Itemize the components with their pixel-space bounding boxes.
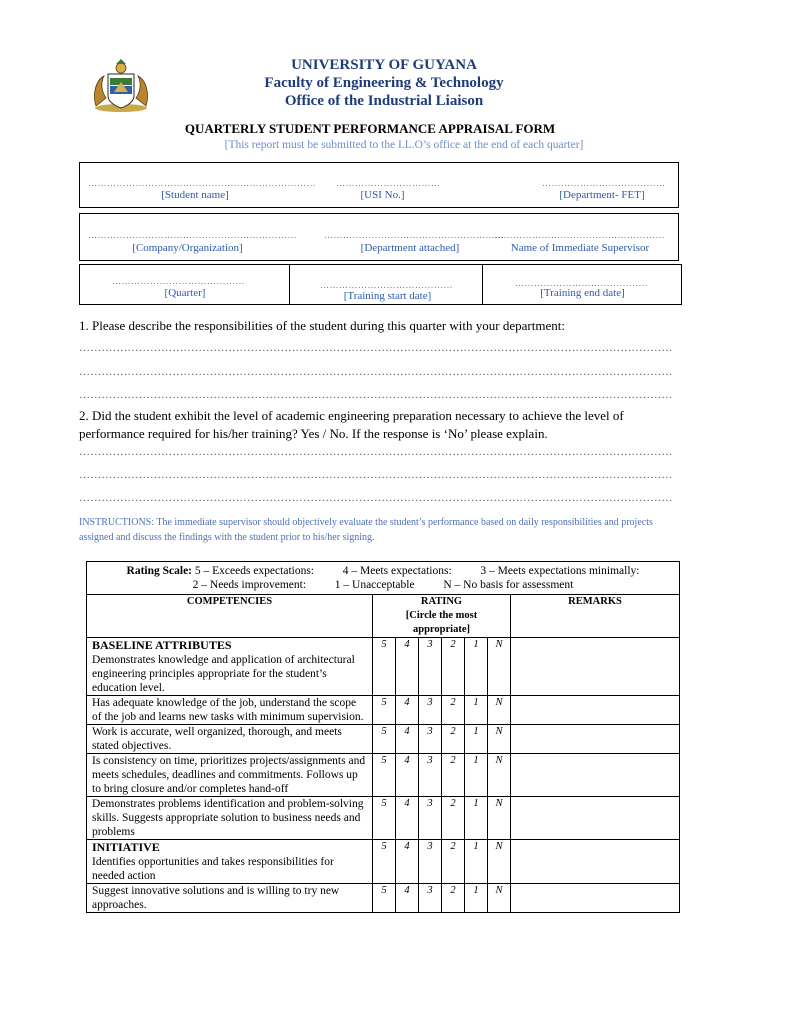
rating-option[interactable]: N — [488, 725, 511, 754]
remarks-cell[interactable] — [511, 725, 680, 754]
rating-option[interactable]: N — [488, 638, 511, 696]
rating-option[interactable]: 2 — [442, 840, 465, 884]
rating-header-line-3: appropriate] — [413, 624, 470, 635]
rating-option[interactable]: 3 — [419, 638, 442, 696]
rating-option[interactable]: 5 — [373, 754, 396, 797]
rating-option[interactable]: 4 — [396, 754, 419, 797]
rating-scale — [87, 562, 680, 595]
remarks-cell[interactable] — [511, 797, 680, 840]
rating-header — [373, 595, 511, 638]
question-2-line-1: 2. Did the student exhibit the level of academic engineering preparation necessary to achieve the level of — [79, 408, 624, 423]
rating-option[interactable]: 2 — [442, 884, 465, 913]
student-name-line: ……………………………………………………………… — [88, 178, 316, 188]
instructions — [79, 515, 679, 545]
competency-row — [87, 754, 680, 797]
company-field[interactable]: [Company/Organization] — [132, 242, 243, 254]
appraisal-table — [86, 561, 680, 913]
dept-attached-line: ………………………………………………… — [324, 230, 505, 240]
competency-row — [87, 840, 680, 884]
rating-option[interactable]: 1 — [465, 754, 488, 797]
competencies-body — [87, 638, 680, 913]
training-start-date-field[interactable]: [Training start date] — [343, 290, 432, 302]
form-title: QUARTERLY STUDENT PERFORMANCE APPRAISAL FORM — [184, 121, 556, 136]
question-2-line-2: performance required for his/her training? Yes / No. If the response is ‘No’ please explain. — [79, 426, 548, 441]
remarks-header: REMARKS — [511, 595, 680, 638]
rating-option[interactable]: 3 — [419, 797, 442, 840]
usi-no-field[interactable]: [USI No.] — [360, 189, 405, 201]
department-line: ………………………………… — [542, 178, 666, 188]
instructions-text: The immediate supervisor should objectively evaluate the student’s performance based on daily responsibilities and projects assigned and discuss the findings with the student prior to his/her signing. — [79, 517, 653, 543]
rating-option[interactable]: N — [488, 754, 511, 797]
rating-header-line-2: [Circle the most — [405, 610, 478, 621]
rating-option[interactable]: 1 — [465, 884, 488, 913]
rating-option[interactable]: 1 — [465, 797, 488, 840]
rating-option[interactable]: 1 — [465, 840, 488, 884]
rating-option[interactable]: 4 — [396, 725, 419, 754]
competency-text: Work is accurate, well organized, thorough, and meets stated objectives. — [92, 726, 342, 752]
rating-option[interactable]: N — [488, 840, 511, 884]
usi-line: …………………………… — [336, 178, 441, 188]
rating-option[interactable]: 5 — [373, 797, 396, 840]
rating-option[interactable]: 3 — [419, 884, 442, 913]
competency-cell — [87, 638, 373, 696]
rating-option[interactable]: 5 — [373, 725, 396, 754]
rating-option[interactable]: 4 — [396, 696, 419, 725]
remarks-cell[interactable] — [511, 884, 680, 913]
answer-1-line[interactable]: …………………………………………………………………………………………………………………………………………… — [79, 366, 673, 378]
header — [0, 56, 768, 110]
rating-scale-line-1: 5 – Exceeds expectations: 4 – Meets expectations: 3 – Meets expectations minimally: — [194, 565, 640, 577]
rating-option[interactable]: 5 — [373, 696, 396, 725]
rating-option[interactable]: 2 — [442, 725, 465, 754]
competency-row — [87, 797, 680, 840]
answer-2-line[interactable]: …………………………………………………………………………………………………………………………………………… — [79, 446, 673, 458]
rating-option[interactable]: 5 — [373, 840, 396, 884]
remarks-cell[interactable] — [511, 840, 680, 884]
rating-scale-line-2: 2 – Needs improvement: 1 – Unacceptable N – No basis for assessment — [192, 579, 574, 591]
remarks-cell[interactable] — [511, 696, 680, 725]
start-date-line: …………………………………… — [320, 280, 453, 290]
department-field[interactable]: [Department- FET] — [559, 189, 645, 201]
answer-1-line[interactable]: …………………………………………………………………………………………………………………………………………… — [79, 389, 673, 401]
rating-scale-label: Rating Scale: — [126, 565, 193, 577]
answer-2-line[interactable]: …………………………………………………………………………………………………………………………………………… — [79, 469, 673, 481]
answer-2-line[interactable]: …………………………………………………………………………………………………………………………………………… — [79, 492, 673, 504]
question-1: 1. Please describe the responsibilities of the student during this quarter with your department: — [79, 318, 565, 333]
competency-cell — [87, 696, 373, 725]
rating-option[interactable]: N — [488, 884, 511, 913]
instructions-label: INSTRUCTIONS: — [79, 517, 155, 528]
faculty-name: Faculty of Engineering & Technology — [264, 75, 504, 91]
competency-text: Suggest innovative solutions and is willing to try new approaches. — [92, 885, 340, 911]
rating-option[interactable]: 2 — [442, 638, 465, 696]
answer-1-line[interactable]: …………………………………………………………………………………………………………………………………………… — [79, 342, 673, 354]
rating-option[interactable]: 1 — [465, 696, 488, 725]
competency-row — [87, 884, 680, 913]
competencies-header: COMPETENCIES — [87, 595, 373, 638]
university-name: UNIVERSITY OF GUYANA — [291, 57, 477, 73]
rating-option[interactable]: 4 — [396, 884, 419, 913]
rating-option[interactable]: 4 — [396, 797, 419, 840]
competency-cell — [87, 754, 373, 797]
quarter-field[interactable]: [Quarter] — [164, 287, 206, 299]
rating-option[interactable]: 5 — [373, 638, 396, 696]
rating-option[interactable]: 3 — [419, 696, 442, 725]
remarks-cell[interactable] — [511, 754, 680, 797]
rating-option[interactable]: 4 — [396, 840, 419, 884]
rating-option[interactable]: 3 — [419, 840, 442, 884]
competency-row — [87, 725, 680, 754]
supervisor-field[interactable]: Name of Immediate Supervisor — [510, 242, 650, 254]
rating-option[interactable]: 5 — [373, 884, 396, 913]
company-line: ………………………………………………………… — [88, 230, 297, 240]
rating-option[interactable]: 2 — [442, 797, 465, 840]
quarter-line: …………………………………… — [112, 276, 245, 286]
question-2 — [79, 407, 679, 443]
competency-heading: BASELINE ATTRIBUTES — [92, 638, 232, 652]
competency-text: Demonstrates problems identification and problem-solving skills. Suggests appropriate solution to business needs and problems — [92, 798, 364, 838]
competency-text: Is consistency on time, prioritizes projects/assignments and meets schedules, deadlines and commitments. Follows up to bring closure and/or completes hand-off — [92, 755, 366, 795]
rating-option[interactable]: 1 — [465, 638, 488, 696]
competency-row — [87, 696, 680, 725]
supervisor-line: ……………………………………………… — [494, 230, 665, 240]
department-attached-field[interactable]: [Department attached] — [360, 242, 460, 254]
student-name-field[interactable]: [Student name] — [161, 189, 229, 201]
rating-option[interactable]: N — [488, 696, 511, 725]
competency-cell — [87, 797, 373, 840]
training-end-date-field[interactable]: [Training end date] — [540, 287, 625, 299]
rating-option[interactable]: 1 — [465, 725, 488, 754]
competency-cell — [87, 725, 373, 754]
rating-option[interactable]: N — [488, 797, 511, 840]
competency-row — [87, 638, 680, 696]
rating-option[interactable]: 2 — [442, 754, 465, 797]
form-note: [This report must be submitted to the I.L.O’s office at the end of each quarter] — [224, 139, 584, 151]
competency-cell — [87, 884, 373, 913]
office-name: Office of the Industrial Liaison — [284, 93, 484, 109]
competency-cell — [87, 840, 373, 884]
rating-option[interactable]: 2 — [442, 696, 465, 725]
competency-heading: INITIATIVE — [92, 840, 160, 854]
rating-header-line-1: RATING — [420, 596, 463, 607]
rating-option[interactable]: 4 — [396, 638, 419, 696]
rating-option[interactable]: 3 — [419, 725, 442, 754]
remarks-cell[interactable] — [511, 638, 680, 696]
competency-text: Identifies opportunities and takes responsibilities for needed action — [92, 856, 334, 882]
rating-option[interactable]: 3 — [419, 754, 442, 797]
end-date-line: …………………………………… — [515, 278, 648, 288]
competency-text: Demonstrates knowledge and application of architectural engineering principles appropriate for the student’s education level. — [92, 654, 355, 694]
competency-text: Has adequate knowledge of the job, understand the scope of the job and learns new tasks with minimum supervision. — [92, 697, 364, 723]
